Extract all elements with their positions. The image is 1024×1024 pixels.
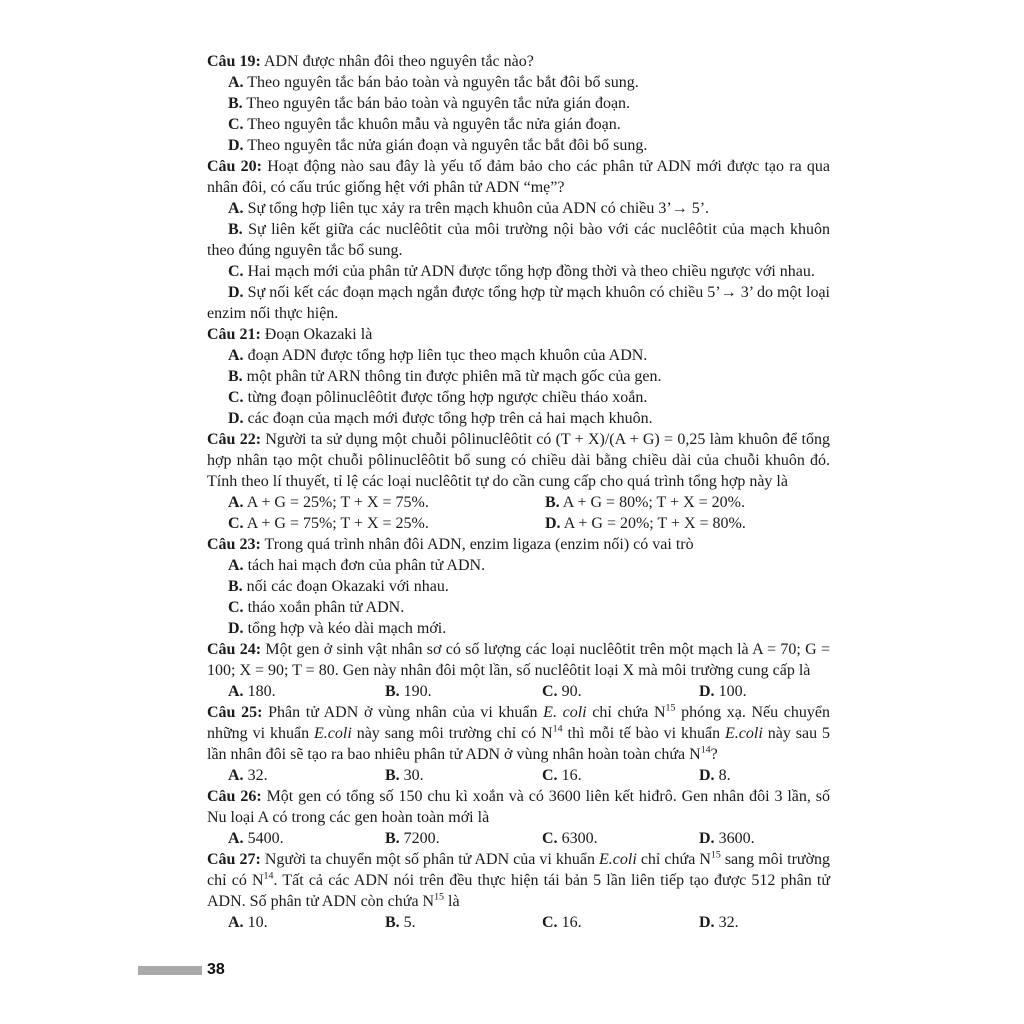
question-block (207, 51, 830, 156)
answer-option (207, 345, 830, 366)
option-text: 180. (247, 683, 276, 700)
question-text: Người ta chuyển một số phân tử ADN của vi khuẩn E.coli chỉ chứa $N^{15}$ sang môi trường chỉ có $N^{14}$. Tất cả các ADN nói trên đều thực hiện tái bản 5 lần liên tiếp tạo được 512 phân tử ADN. Số phân tử ADN còn chứa $N^{15}$ là (207, 849, 831, 910)
answer-option (385, 912, 542, 933)
answer-option (228, 912, 385, 933)
question-block (207, 702, 830, 786)
answer-option (228, 681, 385, 702)
option-text: tách hai mạch đơn của phân tử ADN. (247, 557, 486, 574)
option-letter: C. (542, 914, 558, 931)
option-text: A + G = 20%; T + X = 80%. (563, 515, 746, 532)
option-letter: D. (228, 137, 244, 154)
option-letter: B. (545, 494, 560, 511)
option-letter: D. (228, 284, 244, 301)
question-text-paragraph (207, 702, 830, 765)
answer-option (385, 828, 542, 849)
option-letter: A. (228, 914, 244, 931)
answer-option (207, 597, 830, 618)
option-text: A + G = 80%; T + X = 20%. (562, 494, 745, 511)
answer-option (228, 828, 385, 849)
answer-option (207, 135, 830, 156)
answer-option (207, 261, 830, 282)
question-text: Một gen có tổng số 150 chu kì xoắn và có 3600 liên kết hiđrô. Gen nhân đôi 3 lần, số Nu loại A có trong các gen hoàn toàn mới là (207, 788, 831, 826)
option-letter: C. (228, 389, 244, 406)
option-text: 32. (718, 914, 739, 931)
answer-options-grid (207, 492, 830, 534)
answer-option (207, 72, 830, 93)
option-text: từng đoạn pôlinuclêôtit được tổng hợp ngược chiều tháo xoắn. (247, 389, 648, 406)
answer-options-grid (207, 828, 830, 849)
question-text-paragraph (207, 786, 830, 828)
answer-option (542, 912, 699, 933)
page-number: 38 (207, 961, 225, 978)
questions-list (207, 51, 830, 933)
option-letter: D. (699, 683, 715, 700)
option-text: tháo xoắn phân tử ADN. (247, 599, 405, 616)
option-letter: B. (228, 95, 243, 112)
option-letter: B. (228, 368, 243, 385)
option-letter: D. (228, 620, 244, 637)
option-letter: A. (228, 683, 244, 700)
answer-option (207, 576, 830, 597)
answer-option (545, 492, 830, 513)
option-text: 90. (561, 683, 582, 700)
question-block (207, 786, 830, 849)
option-text: 190. (403, 683, 432, 700)
option-text: 5400. (247, 830, 284, 847)
answer-option (207, 198, 830, 219)
answer-option (207, 366, 830, 387)
answer-option (207, 408, 830, 429)
option-text: Sự nối kết các đoạn mạch ngắn được tổng hợp từ mạch khuôn có chiều 5’→ 3’ do một loại enzim nối thực hiện. (207, 284, 831, 322)
option-text: 7200. (403, 830, 440, 847)
question-text-paragraph (207, 849, 830, 912)
option-letter: D. (228, 410, 244, 427)
question-text: ADN được nhân đôi theo nguyên tắc nào? (263, 53, 534, 70)
question-number-label: Câu 26: (207, 788, 262, 805)
question-block (207, 324, 830, 429)
answer-option (207, 618, 830, 639)
option-text: 32. (247, 767, 268, 784)
question-text-paragraph (207, 534, 830, 555)
answer-option (545, 513, 830, 534)
option-text: nối các đoạn Okazaki với nhau. (246, 578, 449, 595)
question-text-paragraph (207, 429, 830, 492)
option-letter: C. (228, 116, 244, 133)
answer-option (699, 765, 830, 786)
option-text: Theo nguyên tắc bán bảo toàn và nguyên tắc bắt đôi bổ sung. (247, 74, 639, 91)
answer-option (699, 681, 830, 702)
answer-option (385, 765, 542, 786)
option-text: 30. (403, 767, 424, 784)
option-text: 100. (718, 683, 747, 700)
option-text: 10. (247, 914, 268, 931)
question-text: Một gen ở sinh vật nhân sơ có số lượng các loại nuclêôtit trên một mạch là A = 70; G = 100; X = 90; T = 80. Gen này nhân đôi một lần, số nuclêôtit loại X mà môi trường cung cấp là (207, 641, 831, 679)
option-text: Sự liên kết giữa các nuclêôtit của môi trường nội bào với các nuclêôtit của mạch khuôn theo đúng nguyên tắc bổ sung. (207, 221, 830, 259)
option-letter: D. (699, 830, 715, 847)
option-text: A + G = 25%; T + X = 75%. (246, 494, 429, 511)
question-number-label: Câu 22: (207, 431, 262, 448)
answer-option (228, 513, 545, 534)
option-text: 16. (561, 914, 582, 931)
answer-option (699, 828, 830, 849)
option-letter: C. (228, 263, 244, 280)
question-text: Hoạt động nào sau đây là yếu tố đảm bảo cho các phân tử ADN mới được tạo ra qua nhân đôi, có cấu trúc giống hệt với phân tử ADN “mẹ”? (207, 158, 831, 196)
question-block (207, 639, 830, 702)
answer-option (228, 765, 385, 786)
option-text: một phân tử ARN thông tin được phiên mã từ mạch gốc của gen. (246, 368, 662, 385)
question-text: Phân tử ADN ở vùng nhân của vi khuẩn E. coli chỉ chứa $N^{15}$ phóng xạ. Nếu chuyển những vi khuẩn E.coli này sang môi trường chỉ có $N^{14}$ thì mỗi tế bào vi khuẩn E.coli này sau 5 lần nhân đôi sẽ tạo ra bao nhiêu phân tử ADN ở vùng nhân hoàn toàn chứa $N^{14}$? (207, 702, 831, 763)
question-number-label: Câu 19: (207, 53, 261, 70)
question-block (207, 429, 830, 534)
option-letter: A. (228, 767, 244, 784)
answer-option (228, 492, 545, 513)
option-letter: A. (228, 557, 244, 574)
answer-option (542, 681, 699, 702)
option-letter: B. (385, 767, 400, 784)
question-text-paragraph (207, 156, 830, 198)
answer-options-grid (207, 681, 830, 702)
option-text: Sự tổng hợp liên tục xảy ra trên mạch khuôn của ADN có chiều 3’→ 5’. (247, 200, 710, 217)
answer-option (207, 114, 830, 135)
option-letter: D. (699, 914, 715, 931)
answer-options-grid (207, 912, 830, 933)
question-number-label: Câu 23: (207, 536, 261, 553)
question-block (207, 849, 830, 933)
option-text: Theo nguyên tắc khuôn mẫu và nguyên tắc nửa gián đoạn. (247, 116, 621, 133)
option-letter: A. (228, 494, 244, 511)
option-text: các đoạn của mạch mới được tổng hợp trên cả hai mạch khuôn. (247, 410, 653, 427)
answer-option (207, 93, 830, 114)
option-text: A + G = 75%; T + X = 25%. (246, 515, 429, 532)
option-letter: A. (228, 347, 244, 364)
option-text: Theo nguyên tắc bán bảo toàn và nguyên tắc nửa gián đoạn. (246, 95, 631, 112)
answer-option (699, 912, 830, 933)
option-text: 3600. (718, 830, 755, 847)
option-text: 8. (718, 767, 731, 784)
answer-option (207, 555, 830, 576)
option-letter: D. (545, 515, 561, 532)
question-number-label: Câu 25: (207, 704, 263, 721)
option-letter: C. (228, 515, 244, 532)
question-number-label: Câu 24: (207, 641, 262, 658)
question-text-paragraph (207, 639, 830, 681)
question-block (207, 534, 830, 639)
option-letter: B. (385, 830, 400, 847)
answer-option (207, 282, 830, 324)
question-text: Người ta sử dụng một chuỗi pôlinuclêôtit có (T + X)/(A + G) = 0,25 làm khuôn để tổng hợp nhân tạo một chuỗi pôlinuclêôtit bổ sung có chiều dài bằng chiều dài của chuỗi khuôn đó. Tính theo lí thuyết, tỉ lệ các loại nuclêôtit tự do cần cung cấp cho quá trình tổng hợp này là (207, 431, 831, 490)
question-text: Trong quá trình nhân đôi ADN, enzim ligaza (enzim nối) có vai trò (264, 536, 694, 553)
option-letter: B. (385, 914, 400, 931)
option-text: 5. (403, 914, 416, 931)
answer-option (542, 828, 699, 849)
option-letter: A. (228, 830, 244, 847)
option-text: Theo nguyên tắc nửa gián đoạn và nguyên tắc bắt đôi bổ sung. (247, 137, 648, 154)
option-letter: C. (228, 599, 244, 616)
option-letter: B. (228, 221, 243, 238)
footer-bar (138, 966, 202, 975)
answer-option (542, 765, 699, 786)
option-letter: C. (542, 683, 558, 700)
question-text-paragraph (207, 51, 830, 72)
option-letter: C. (542, 830, 558, 847)
option-letter: A. (228, 74, 244, 91)
option-letter: A. (228, 200, 244, 217)
answer-option (385, 681, 542, 702)
option-text: 16. (561, 767, 582, 784)
question-number-label: Câu 27: (207, 851, 261, 868)
option-text: 6300. (561, 830, 598, 847)
question-text-paragraph (207, 324, 830, 345)
question-number-label: Câu 21: (207, 326, 261, 343)
option-text: đoạn ADN được tổng hợp liên tục theo mạch khuôn của ADN. (247, 347, 648, 364)
answer-options-grid (207, 765, 830, 786)
question-number-label: Câu 20: (207, 158, 263, 175)
option-letter: D. (699, 767, 715, 784)
question-text: Đoạn Okazaki là (264, 326, 373, 343)
option-letter: C. (542, 767, 558, 784)
answer-option (207, 219, 830, 261)
option-text: tổng hợp và kéo dài mạch mới. (247, 620, 447, 637)
option-letter: B. (385, 683, 400, 700)
answer-option (207, 387, 830, 408)
question-block (207, 156, 830, 324)
option-letter: B. (228, 578, 243, 595)
option-text: Hai mạch mới của phân tử ADN được tổng hợp đồng thời và theo chiều ngược với nhau. (247, 263, 815, 280)
